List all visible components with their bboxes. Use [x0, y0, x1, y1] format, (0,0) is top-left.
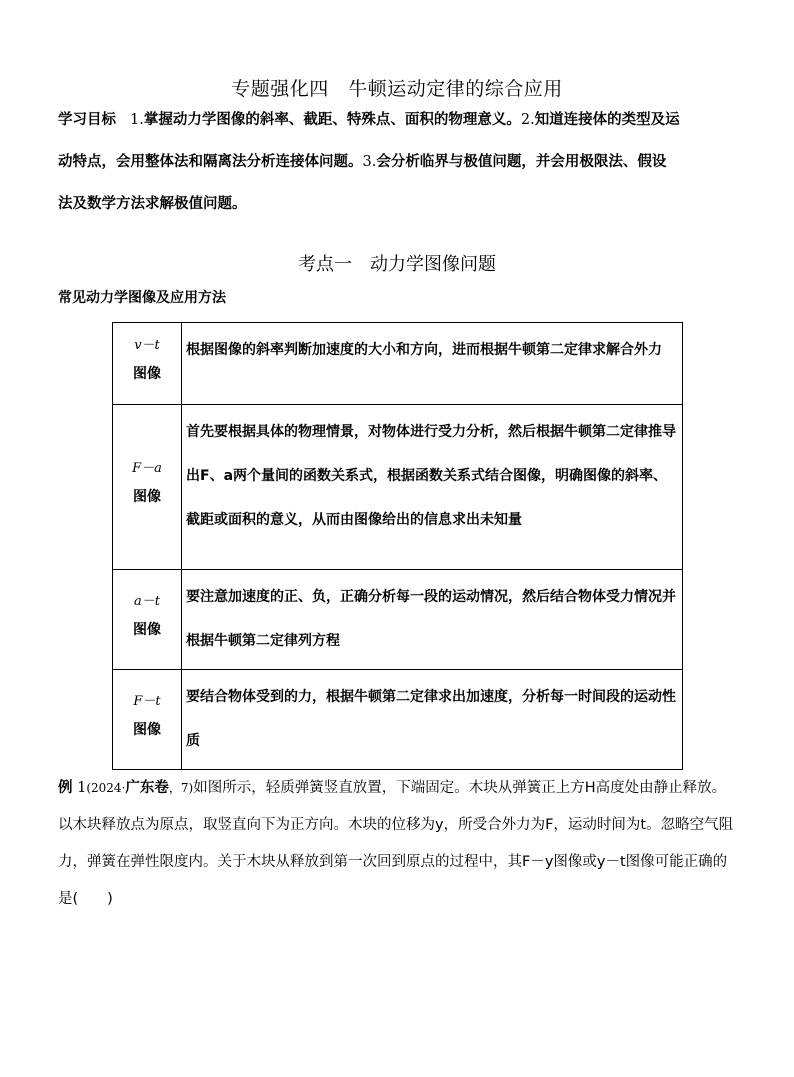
- graph-type: F－t: [133, 693, 161, 709]
- section-title: 考点一 动力学图像问题: [298, 254, 496, 275]
- objective-3-text-end: 法及数学方法求解极值问题。: [58, 196, 247, 212]
- example-number: 1: [77, 780, 87, 796]
- objective-2-number: 2.: [520, 112, 535, 128]
- table-row: [113, 323, 683, 405]
- graph-type: F－a: [132, 461, 162, 476]
- objectives-line-3: [58, 193, 740, 215]
- table-row-label: [113, 670, 182, 770]
- graph-word: 图像: [133, 721, 161, 738]
- table-row-description: 根据图像的斜率判断加速度的大小和方向，进而根据牛顿第二定律求解合外力: [182, 323, 683, 405]
- page-title: 专题强化四 牛顿运动定律的综合应用: [231, 78, 563, 100]
- example-source-open: (2024·: [86, 781, 126, 795]
- graph-type: a－t: [134, 593, 160, 609]
- example-problem: [58, 770, 738, 918]
- objectives-line-1: [58, 109, 740, 131]
- example-source-close: ，7): [168, 781, 194, 795]
- example-source-name: 广东卷: [125, 780, 169, 796]
- graph-methods-table: [112, 322, 683, 770]
- table-row: [113, 570, 683, 670]
- graph-word: 图像: [133, 365, 161, 382]
- table-heading: 常见动力学图像及应用方法: [58, 290, 226, 306]
- table-row-label: [113, 405, 182, 570]
- objectives-label: 学习目标: [58, 112, 116, 128]
- graph-word: 图像: [133, 489, 161, 505]
- table-row-description: 要结合物体受到的力，根据牛顿第二定律求出加速度，分析每一时间段的运动性质: [182, 670, 683, 770]
- objective-2-text-end: 动特点，会用整体法和隔离法分析连接体问题。: [58, 154, 363, 170]
- example-label: 例: [58, 780, 73, 796]
- table-row-description: 首先要根据具体的物理情景，对物体进行受力分析，然后根据牛顿第二定律推导出F、a两个量间的函数关系式，根据函数关系式结合图像，明确图像的斜率、截距或面积的意义，从而由图像给出的信息求出未知量: [182, 405, 683, 570]
- objectives-line-2: [58, 151, 740, 173]
- table-row-label: [113, 323, 182, 405]
- graph-word: 图像: [133, 621, 161, 638]
- graph-type: v－t: [134, 337, 160, 353]
- example-text: 如图所示，轻质弹簧竖直放置，下端固定。木块从弹簧正上方H高度处由静止释放。以木块释放点为原点，取竖直向下为正方向。木块的位移为y，所受合外力为F，运动时间为t。忽略空气阻力，弹簧在弹性限度内。关于木块从释放到第一次回到原点的过程中，其F－y图像或y－t图像可能正确的是( ): [58, 780, 734, 907]
- objective-3-number: 3.: [362, 154, 377, 170]
- table-row-description: 要注意加速度的正、负，正确分析每一段的运动情况，然后结合物体受力情况并根据牛顿第二定律列方程: [182, 570, 683, 670]
- objective-1-number: 1.: [130, 112, 144, 128]
- objective-2-text-start: 知道连接体的类型及运: [534, 112, 680, 128]
- table-row-label: [113, 570, 182, 670]
- objective-3-text-start: 会分析临界与极值问题，并会用极限法、假设: [376, 154, 667, 170]
- table-row: [113, 670, 683, 770]
- objective-1-text: 掌握动力学图像的斜率、截距、特殊点、面积的物理意义。: [143, 112, 521, 128]
- table-row: [113, 405, 683, 570]
